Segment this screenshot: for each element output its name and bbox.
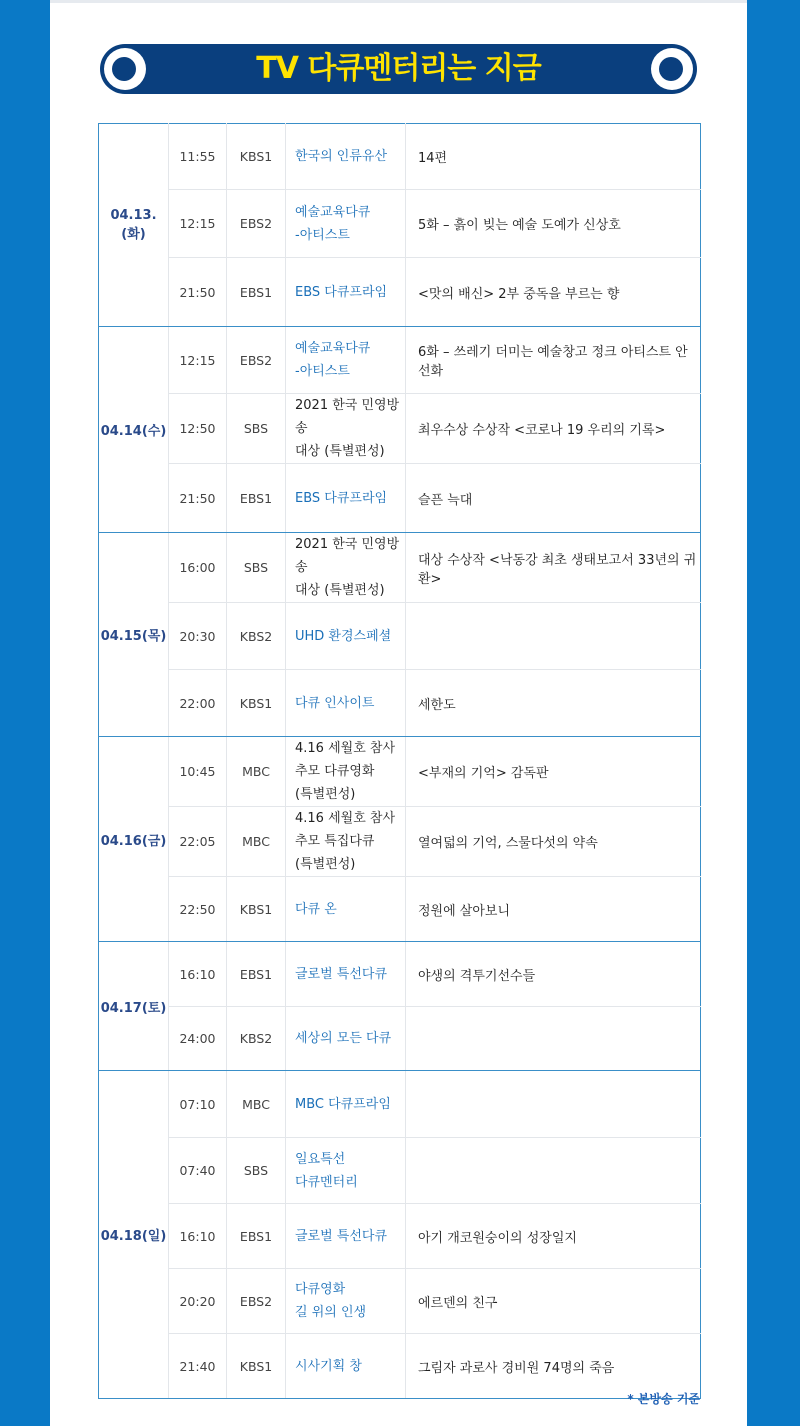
time-cell: 22:05 <box>169 807 227 877</box>
time-cell: 22:00 <box>169 670 227 737</box>
program-cell[interactable] <box>286 464 406 533</box>
time-cell: 12:15 <box>169 327 227 394</box>
episode-cell: <부재의 기억> 감독판 <box>406 737 701 807</box>
episode-cell: 최우수상 수상작 <코로나 19 우리의 기록> <box>406 394 701 464</box>
episode-cell <box>406 1071 701 1138</box>
program-title-line: 4.16 세월호 참사 <box>295 741 396 756</box>
program-title-line: EBS 다큐프라임 <box>295 490 388 506</box>
program-cell[interactable] <box>286 877 406 942</box>
program-title-line: 2021 한국 민영방송 <box>295 398 400 436</box>
program-cell[interactable] <box>286 258 406 327</box>
time-cell: 12:50 <box>169 394 227 464</box>
episode-cell: 그림자 과로사 경비원 74명의 죽음 <box>406 1334 701 1399</box>
time-cell: 20:20 <box>169 1269 227 1334</box>
date-cell: 04.13.(화) <box>99 124 169 327</box>
episode-cell <box>406 1007 701 1071</box>
program-title-line: -아티스트 <box>295 364 350 379</box>
channel-cell: MBC <box>227 1071 286 1138</box>
program-title-line: 예술교육다큐 <box>295 204 371 220</box>
program-title-line: 길 위의 인생 <box>295 1305 367 1320</box>
schedule-row <box>99 942 701 1007</box>
program-cell <box>286 394 406 464</box>
episode-cell: 에르덴의 친구 <box>406 1269 701 1334</box>
episode-cell: 6화 – 쓰레기 더미는 예술창고 정크 아티스트 안선화 <box>406 327 701 394</box>
time-cell: 16:10 <box>169 942 227 1007</box>
channel-cell: EBS1 <box>227 1204 286 1269</box>
date-cell: 04.17(토) <box>99 942 169 1071</box>
schedule-row <box>99 124 701 190</box>
time-cell: 21:40 <box>169 1334 227 1399</box>
channel-cell: EBS1 <box>227 258 286 327</box>
date-cell: 04.15(목) <box>99 533 169 737</box>
channel-cell: SBS <box>227 394 286 464</box>
program-title-line: 다큐멘터리 <box>295 1174 358 1190</box>
channel-cell: KBS1 <box>227 877 286 942</box>
episode-cell: 대상 수상작 <낙동강 최초 생태보고서 33년의 귀환> <box>406 533 701 603</box>
program-cell[interactable] <box>286 327 406 394</box>
program-cell <box>286 737 406 807</box>
channel-cell: KBS2 <box>227 1007 286 1071</box>
program-title-line: UHD 환경스페셜 <box>295 628 392 644</box>
title-banner <box>100 44 697 94</box>
schedule-row <box>99 1204 701 1269</box>
program-title-line: 예술교육다큐 <box>295 341 371 356</box>
program-cell[interactable] <box>286 603 406 670</box>
program-title-line: 시사기획 창 <box>295 1358 362 1374</box>
episode-cell <box>406 1138 701 1204</box>
program-title-line: 다큐 인사이트 <box>295 695 375 711</box>
schedule-row <box>99 877 701 942</box>
channel-cell: EBS2 <box>227 190 286 258</box>
program-title-line: (특별편성) <box>295 787 356 802</box>
program-title-line: MBC 다큐프라임 <box>295 1096 391 1112</box>
schedule-row <box>99 807 701 877</box>
program-cell[interactable] <box>286 1071 406 1138</box>
top-divider <box>50 0 747 3</box>
channel-cell: SBS <box>227 1138 286 1204</box>
time-cell: 24:00 <box>169 1007 227 1071</box>
program-title-line: 다큐 온 <box>295 901 337 917</box>
schedule-row <box>99 670 701 737</box>
time-cell: 21:50 <box>169 258 227 327</box>
program-cell[interactable] <box>286 124 406 190</box>
content-panel <box>50 0 747 1426</box>
page-title: TV 다큐멘터리는 지금 <box>256 51 541 86</box>
program-title-line: 일요특선 <box>295 1151 346 1167</box>
schedule-row <box>99 1138 701 1204</box>
time-cell: 11:55 <box>169 124 227 190</box>
schedule-row <box>99 327 701 394</box>
schedule-row <box>99 464 701 533</box>
broadcast-footnote: * 본방송 기준 <box>627 1392 700 1406</box>
program-title-line: 한국의 인류유산 <box>295 149 388 164</box>
program-cell[interactable] <box>286 942 406 1007</box>
program-title-line: 2021 한국 민영방송 <box>295 537 400 575</box>
program-cell <box>286 533 406 603</box>
program-cell[interactable] <box>286 190 406 258</box>
program-title-line: (특별편성) <box>295 857 356 872</box>
time-cell: 07:40 <box>169 1138 227 1204</box>
program-cell[interactable] <box>286 1334 406 1399</box>
channel-cell: EBS2 <box>227 327 286 394</box>
episode-cell: <맛의 배신> 2부 중독을 부르는 향 <box>406 258 701 327</box>
channel-cell: MBC <box>227 737 286 807</box>
episode-cell: 세한도 <box>406 670 701 737</box>
program-title-line: 대상 (특별편성) <box>295 444 385 459</box>
channel-cell: KBS1 <box>227 1334 286 1399</box>
time-cell: 16:00 <box>169 533 227 603</box>
schedule-table <box>98 123 701 1399</box>
program-title-line: 글로벌 특선다큐 <box>295 1228 388 1244</box>
schedule-row <box>99 1334 701 1399</box>
channel-cell: KBS1 <box>227 124 286 190</box>
program-cell[interactable] <box>286 670 406 737</box>
date-cell: 04.14(수) <box>99 327 169 533</box>
schedule-row <box>99 533 701 603</box>
schedule-row <box>99 1007 701 1071</box>
schedule-row <box>99 1071 701 1138</box>
channel-cell: EBS1 <box>227 942 286 1007</box>
schedule-row <box>99 1269 701 1334</box>
program-cell[interactable] <box>286 1138 406 1204</box>
channel-cell: KBS2 <box>227 603 286 670</box>
channel-cell: KBS1 <box>227 670 286 737</box>
program-title-line: 4.16 세월호 참사 <box>295 811 396 826</box>
schedule-row <box>99 603 701 670</box>
episode-cell: 14편 <box>406 124 701 190</box>
date-cell: 04.16(금) <box>99 737 169 942</box>
episode-cell: 열여덟의 기억, 스물다섯의 약속 <box>406 807 701 877</box>
time-cell: 20:30 <box>169 603 227 670</box>
time-cell: 12:15 <box>169 190 227 258</box>
channel-cell: MBC <box>227 807 286 877</box>
channel-cell: SBS <box>227 533 286 603</box>
episode-cell: 야생의 격투기선수들 <box>406 942 701 1007</box>
program-title-line: 대상 (특별편성) <box>295 583 385 598</box>
program-title-line: EBS 다큐프라임 <box>295 284 388 300</box>
schedule-row <box>99 737 701 807</box>
episode-cell: 5화 – 흙이 빚는 예술 도예가 신상호 <box>406 190 701 258</box>
program-title-line: 추모 특집다큐 <box>295 834 375 849</box>
program-cell[interactable] <box>286 1007 406 1071</box>
time-cell: 21:50 <box>169 464 227 533</box>
time-cell: 10:45 <box>169 737 227 807</box>
time-cell: 16:10 <box>169 1204 227 1269</box>
date-cell: 04.18(일) <box>99 1071 169 1399</box>
program-title-line: 다큐영화 <box>295 1282 346 1297</box>
episode-cell: 아기 개코원숭이의 성장일지 <box>406 1204 701 1269</box>
schedule-row <box>99 190 701 258</box>
episode-cell <box>406 603 701 670</box>
program-cell[interactable] <box>286 1204 406 1269</box>
channel-cell: EBS2 <box>227 1269 286 1334</box>
program-title-line: 세상의 모든 다큐 <box>295 1031 392 1046</box>
schedule-row <box>99 394 701 464</box>
schedule-row <box>99 258 701 327</box>
program-title-line: 추모 다큐영화 <box>295 764 375 779</box>
crescent-moon-icon <box>651 48 693 90</box>
episode-cell: 정원에 살아보니 <box>406 877 701 942</box>
program-title-line: 글로벌 특선다큐 <box>295 966 388 982</box>
channel-cell: EBS1 <box>227 464 286 533</box>
program-cell[interactable] <box>286 1269 406 1334</box>
episode-cell: 슬픈 늑대 <box>406 464 701 533</box>
time-cell: 22:50 <box>169 877 227 942</box>
program-title-line: -아티스트 <box>295 227 350 243</box>
time-cell: 07:10 <box>169 1071 227 1138</box>
program-cell <box>286 807 406 877</box>
